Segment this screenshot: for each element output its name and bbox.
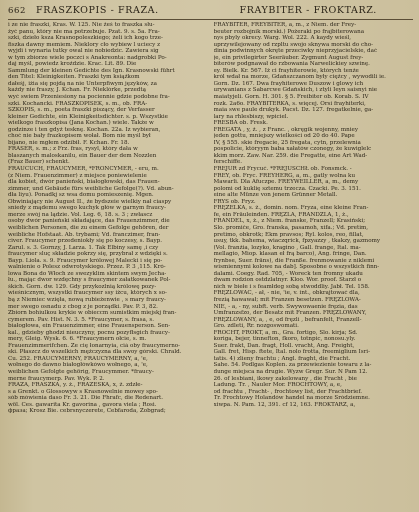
text-line: FRESBA ob. Fresk. (213, 120, 268, 127)
text-line: Obwiniający nie August II., źe bydszeie wielkiy nał ciaspy (8, 198, 172, 205)
text-line: FREJUR zd Frycuć. *FREJUSCHŁ ob. Fonsmck. - (213, 166, 352, 173)
text-line: dla kobiet, dwór panieński, białogłowski, das Frauen- (8, 179, 160, 186)
text-line: FRAUCUCH, FRAUCYMER, *FRONCYMER, - eru, m. (8, 166, 159, 173)
text-line: pretimo, obkrotk; Ekm pravsos; Ryl. kolos, reo, fillat, (213, 231, 364, 238)
text-line: szki. Kochancki. FRASZKOPISEK, s. m., ob. FRA- (8, 100, 148, 107)
text-line: bą z Niemiec wzięła, nową rubieżenwie , s mary fraucy- (8, 296, 166, 303)
text-line: fiszka dawny memiem. Nieklory cło wybiew l uciecy z (8, 41, 161, 48)
text-line: s a Grenkt. o Glossowyw s Krasnowelnie mowey spo- (8, 388, 158, 395)
text-line: od frachtu , Fracht- , frochtowy list, der Frachtbrief. (213, 388, 362, 395)
text-line: mer swego osnadu z cbog z je porządki. Pav. P. 3, 82. (8, 303, 158, 310)
page-header (8, 5, 413, 18)
text-line: walnienie o Polesz odwrotyskiego. Przez. P. 3 ,115. Kró- (8, 264, 166, 271)
text-line: FRAZA, FRASZKA, y. ż., FRAZESKA, x, ż. zdzłe- (8, 382, 143, 389)
text-line: (z Niem. Frauenzimmer) z miejsce poniewielenie (8, 172, 147, 179)
text-line: FRASER, s. m.; z Frz. fras, rysyl, który dała w (8, 146, 138, 153)
text-line: wieśnicznym, wszystki fraucymer ssy iżcu, których x so- (8, 290, 167, 297)
text-line: mery, Gleig. Wysk. 6. 6. *Fraucymern ołcie, s. m. (8, 336, 147, 343)
text-line: weiblichen Gefolgte gehörig, Fraucymmer. *fraucy- (8, 368, 154, 375)
text-line: pospolicie, któryym baba xałatów czonegy, że kuwiglelc (213, 146, 372, 153)
text-line: frezią hawawał; mit Franzen besetzen. FRĘZLOWA- (213, 296, 361, 303)
text-line: wyć swiem Przeniesiony na pociennie gdzie podobne fra- (8, 94, 170, 101)
text-line: w tym zbiorze wiele poczci s Anakreonta: nadgrobki Po- (8, 54, 167, 61)
header-rule (8, 19, 413, 20)
text-line: mellagio, Miop. klasan eł frą barco), Ang. fringe, Dan. (213, 251, 367, 258)
text-line: osoby dwór panieński składające, das Frauenzimmer, die (8, 218, 170, 225)
text-line: żyć panu, który nie ma potrzebuje. Pzat. 9. s. 5a. Fra- (8, 28, 160, 35)
text-line: polomi od kuklię sztemu trzecza. Czacki. Pe. 3. 151. (213, 185, 361, 192)
left-running-head: FRASZKOPIS - FRAZA. (36, 5, 159, 16)
text-line: cymerem. Pav. Hist. N. 3. 5. *Fraucymer, s. frasa, s. (8, 316, 155, 323)
text-line: kleiner Gedichte, ein Kleinigkeitsdichter. s. p. Wszystkie (8, 113, 168, 120)
text-line: civer. Fraucymer przedeniokły się po koczesy, s. Bayp. (8, 238, 163, 245)
text-line: i ze nie fraszki, Kras. W. 125. Nie żeś to fraszka słu- (8, 22, 155, 28)
text-line: zimmer, und Gebäude fürs weibliche Gefolge(?). Vd. abun- (8, 185, 174, 192)
text-line: NIE, - a, - ny, subft. verb. Swywowaenie fręzia, das (213, 303, 358, 310)
text-line: FRĘZLOWANY, a, , e, od fręzli , befranfelt, Franzell- (213, 316, 362, 323)
text-line: usuy, tkk. bahema, wiaczqrick, fpzyazzy , tkakzy, gazmomy (213, 238, 381, 245)
text-line: nich w biełe i s feamłdeg sobą stwoddliy. Jabł. Tel. 158. (213, 283, 370, 290)
text-line: godzinze i ten gdyż tesknę. Kochan. 22a. Iz wybieran, (8, 126, 161, 133)
text-line: dwam rodzion ostdzlatnyr. Kloo. Wor. proof. Starzł o (213, 277, 362, 284)
text-line: beuter rozbojnik morski.) Pożeraki po frajbiterowana (213, 28, 365, 35)
text-line: jeden gottu, mniejszy wielkości od 20 do 40. Pape (213, 133, 355, 140)
text-line: szki, dzieło ksza Krasnopoleszkiego; żeli ich kogo trze- (8, 35, 163, 42)
text-line: FRĘZLOWAC, - ał, - nie, 'ie, v. int., obkrajtować dla, (213, 290, 360, 297)
text-line: ski. Płaszcz do wszelkich mężczyzna dla swoy górski. Chrald. (8, 349, 182, 356)
text-line: lary na rhlesbiszy, wpiciel. (213, 113, 289, 120)
text-line: merze swój na lądzie. Vol. Leg. 6, 18. s. 3 ; zwłascz (8, 211, 153, 218)
text-line: Slo. promiče, Gro. franska, pasamoh, xifa.; Vd. pretim, (213, 224, 369, 231)
text-line: Sahe. 54. Podlgas Koplen. za przewiezienie towaru z la- (213, 362, 372, 369)
text-line: wyjdi i wynaria tutky owal nie nobiedzic. Zawiera sig (8, 48, 159, 55)
text-line: nys pbyly okrecy. Warg. Wol. 222. A kaydy wieśl, (213, 35, 352, 42)
text-line: biterów podgnawał do rzbowania Narwelickiey szwinę. (213, 61, 370, 68)
text-line: je, ein privilegirter Seeräuber. Zygmunt August frey- (213, 54, 364, 61)
text-line: IV, § 555. skie fregacie, 25 fregata, cytn, przelewnia (213, 139, 361, 146)
text-line: FRĘZELKA, s. ż., domin. nom. Fryza, eine kleine Fran- (213, 205, 369, 212)
text-line: Gorn. Dz. 167. Dwa frayhiterowe Duszow i glowy ich (213, 80, 364, 87)
text-line: ferschiffe. (213, 159, 243, 166)
text-line: FREY, ob. Fryc. FREYHERG, a, m., gatly wolna ku (213, 172, 356, 179)
text-line: FROCHT, FROKT, a, m., Gra. fortigo, Slo. kirja; Sd. (213, 329, 358, 336)
text-line: dinia podwinnych okręte przeciwky nieprzyjacielskie, dać (213, 48, 378, 55)
text-line: sób mówienia daso Fr. 3. 21. Die Fhrafc, die Redenart. (8, 395, 164, 402)
text-line: fraucymer sluç składzie pokrzy się, przybrał z wdzięki s. (8, 251, 168, 258)
text-line: śkich. Gorn. dw. 129. Gdy przykozlnią królowę pozy- (8, 283, 157, 290)
text-line: Mawarli. Dla Afuczpe. FREYWEILLER, a, m., demy (213, 179, 359, 186)
text-columns (8, 22, 413, 506)
text-line: maia swe paule drukyk. Pacst. Dz. 127. fregatkelnie, ga- (213, 107, 374, 114)
text-line: wöl. Ces. gawarita Kr. gavorina , gavora viela ; Rosi. (8, 401, 157, 408)
text-line: SZKOPIS, s. m., poeta fraszki piszący, der Verfasser (8, 107, 155, 114)
text-line: każdy nie fraszy, J. Kchan. Fr. Nieklórke, przedtą (8, 87, 146, 94)
text-line: (Vol. franżia, lozyko, kragino , Gall. frange, Ital. ma- (213, 244, 361, 251)
text-line: Sammlung der kleinen Gedichte des Ign. Krasnowski führt (8, 67, 175, 74)
text-line: (Fraz Bauer) schenkt. (8, 159, 70, 166)
text-line: koriga, bejer, tinnefton, fkoro, totnpic, nonosu.yly. (213, 336, 356, 343)
text-line: weibliche Hofstaat. Ab. trybami; Vd. franczimer, fran- (8, 231, 161, 238)
text-line: sniedy z mądemu swego kuchyk głów w garnym fraucy- (8, 205, 166, 212)
text-line: Tr. Frochtowy Holandów handel na morze Śródziemne. (213, 395, 370, 402)
text-line: Gall. fret, Hisp. ftete, Ital. nolo frotta, freemiglium Isri- (213, 349, 370, 356)
text-line: den Titel: Kleinigkeiten. Fraszki tym książkom (8, 74, 140, 81)
text-line: król wdał na morze, Gdańszczanom były ciężcy , wywodili ie. (213, 74, 386, 81)
text-line: dła liyu). Ponadkj sz wsa domu pomieszenię. Mgen. (8, 192, 154, 199)
text-line: wismiennymi kolowe na dab]. Sposobne o wszystkich finn- (213, 264, 380, 271)
text-line: merne fraucymerp. Pav. Wyk. P. 2. (8, 375, 105, 382)
text-line: eine alte Münze von jenem Grünner Metall. (213, 192, 338, 199)
text-line: Ladung. Tr. , Nauler Mor. FROCHTOWY, a, e, (213, 382, 342, 389)
text-line: rozk. 2a6o. FRAYBITERKA, s. więcej. Orsi frayhiterki, (213, 100, 366, 107)
text-line: Gro. zdleti, Rr. nozgoswomati. (213, 323, 299, 330)
text-line: blaszanych maloskanilu, ein Bauer der dem Nozzlen (8, 152, 157, 159)
text-line: Bayp. Liola. s. 9. Fraucymer królowej Malecki i się po- (8, 257, 163, 264)
text-line: dałeśj, iżia się pojdą na nie Unterpfiwym języków, za (8, 80, 157, 87)
page-number: 662 (8, 6, 27, 16)
text-line: lowa Bona do Włoch ze swezyklim skintem swym Jecha- (8, 270, 167, 277)
text-line: xiwpa. N. Pam. 12, 391. cf 12, 163. FROKTARZ, a, (213, 401, 356, 408)
text-line: wołnego do dawno białogłówkówo wołnego, a, 'e, (8, 362, 148, 369)
text-line: frynbse, Suer. fräns), die Franße. frenmowanie z niklemi (213, 257, 375, 264)
right-running-head: FRAYBITER - FROKTARZ. (239, 5, 377, 16)
text-line: bijano, nie mgłem odzibił. F. Kchan. Fr. 18. (8, 139, 130, 146)
text-line: FREGATA , y, ż. , z Franc. , okręgik wojenny, mniey (213, 126, 358, 133)
text-line: dunge miejsca na drugie. Wyzw Gregr. Sur. N Pam 12. (213, 368, 368, 375)
text-line: Umfranzsfzo, der Besatz mit Franzen. FRĘZLOWANY, (213, 310, 367, 317)
text-line: Frauenzimmerifchen. Ze cię łonarnyia, ciá oby fraucymerno- (8, 342, 181, 349)
text-line: tatis. 4) zlieny frachtu ; Angl. fraght, die Fracht. (213, 355, 351, 362)
text-line: wielkogo fraszkopisa (Jana Kochan.) wiele. Także w (8, 120, 154, 127)
text-line: FRAYBITER, FREYBITER, a, m., z Niem. der Frey- (213, 22, 357, 28)
text-line: choć nie bały frazkopisem wołał. Bom nie myśl był (8, 133, 151, 140)
text-line: FRYS ob. Fryz. (213, 198, 256, 205)
text-line: kkim morz. Zaw. Nar. 259. die Fregatte, eine Art Wad- (213, 152, 368, 159)
text-line: Zbiorn bohiulkou krykie w obieccm sumistkim miejskj fran- (8, 310, 177, 317)
text-line: weiblichen Personen, die zu einem Gefolge gehören, der (8, 224, 169, 231)
text-line: FRANDEL, x, ż., z Niem. franske, Franzell; Krasiński; (213, 218, 366, 225)
text-line: uprzywilejowany od rzpltu swojo sknywa morski do cho- (213, 41, 373, 48)
text-line: Suer. frakt, Dan. fragt, Holl. vracht, Ang. Freight, (213, 342, 355, 349)
text-line: Zarul. s. 3. Gornzy, J. Larza. 1. Tak Elbiny samę ,i czy (8, 244, 159, 251)
text-line: białogłowa, ein Frauenzimmer, eine Frauensperson. Sen- (8, 323, 171, 330)
text-line: dalami. Coegy. Rad. 705, - Woreck ten fromny ukadu (213, 270, 363, 277)
left-column (8, 22, 208, 506)
text-line: urywanians z Sabarcwe Gdańskich, i ztyli Ieyn saisnyi nie (213, 87, 378, 94)
text-line: Cu. 252. FRAUCYMERNY, FRAUCYMERNY, a, 'e, (8, 355, 148, 362)
text-line: фраза; Krosz Bie. cebrsnyczerete, Cebfaroda, Zobgrad; (8, 408, 166, 415)
text-line: 26. of lesbiani, ikowy zakelowany , die Fracht , bie (213, 375, 357, 382)
text-line: ey. Bielk. Kr. 567. Iż ci frayhiterowie, których tenże (213, 67, 359, 74)
text-line: maiatyjeli. Gorn. H. 301. § 5. Freibiter ob. Korab. Ś. IV (213, 94, 369, 101)
text-line: łu., mając dwor wzdęchny s fraucymer załatkowanek Pol- (8, 277, 171, 284)
text-line: kal., gdzieby ghodzi nieuczyny, pocnu pozyfłsgich fraucy- (8, 329, 170, 336)
text-line: daj myśl, powiedz kroździe. Krac. Lit. 89. Die (8, 61, 137, 68)
right-column (214, 22, 414, 506)
text-line: fe, ein Fräuleinden. FRĘZLA, FRANDZLA, 1, ż., (213, 211, 349, 218)
